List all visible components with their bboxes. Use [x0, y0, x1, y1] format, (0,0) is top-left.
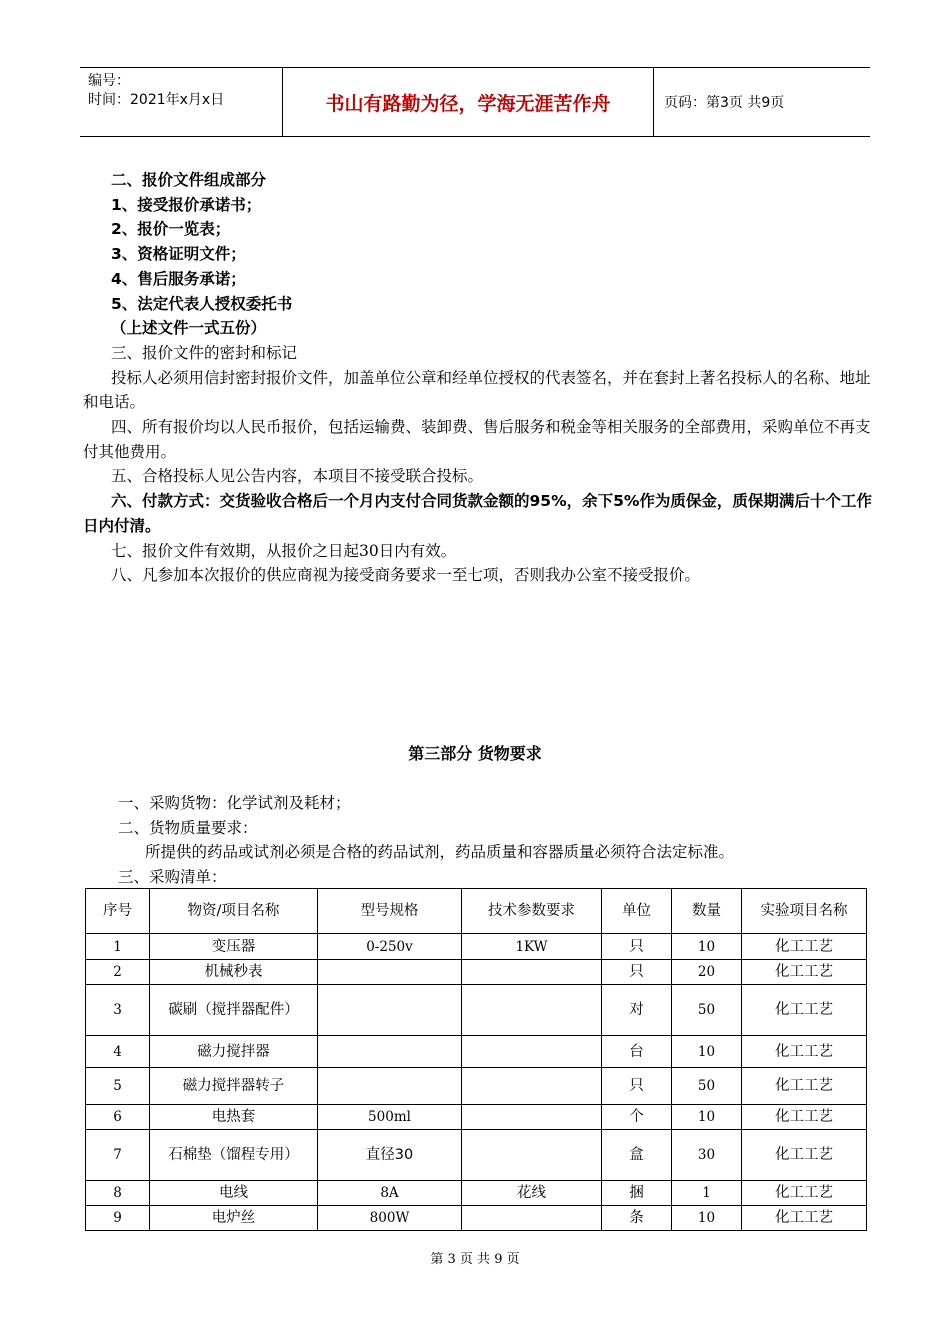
table-cell: 石棉垫（馏程专用）: [150, 1130, 318, 1181]
header-meta: [80, 68, 282, 136]
list-item: 2、报价一览表；: [111, 220, 231, 239]
table-header-row: [86, 889, 867, 934]
table-cell: 电热套: [150, 1105, 318, 1130]
table-cell: [318, 985, 462, 1036]
table-cell: 800W: [318, 1206, 462, 1231]
table-cell: [318, 1068, 462, 1105]
table-cell: 个: [602, 1105, 672, 1130]
table-cell: 条: [602, 1206, 672, 1231]
table-cell: 机械秒表: [150, 960, 318, 985]
table-cell: 只: [602, 960, 672, 985]
table-row: [86, 1206, 867, 1231]
paragraph-heading: 三、报价文件的密封和标记: [111, 343, 298, 362]
table-cell: 0-250v: [318, 934, 462, 960]
table-cell: 50: [672, 1068, 742, 1105]
column-header: 技术参数要求: [462, 889, 602, 934]
quotation-section: [83, 168, 873, 588]
table-cell: 10: [672, 1105, 742, 1130]
table-cell: 3: [86, 985, 150, 1036]
table-cell: 化工工艺: [742, 934, 867, 960]
table-cell: 磁力搅拌器转子: [150, 1068, 318, 1105]
table-cell: 50: [672, 985, 742, 1036]
table-cell: 只: [602, 1068, 672, 1105]
table-cell: 捆: [602, 1181, 672, 1206]
paragraph: 五、合格投标人见公告内容，本项目不接受联合投标。: [111, 467, 484, 486]
table-cell: 10: [672, 1206, 742, 1231]
table-cell: 化工工艺: [742, 1206, 867, 1231]
table-cell: [318, 960, 462, 985]
table-cell: 4: [86, 1036, 150, 1068]
column-header: 实验项目名称: [742, 889, 867, 934]
column-header: 数量: [672, 889, 742, 934]
table-cell: [462, 1130, 602, 1181]
list-item: 4、售后服务承诺；: [111, 269, 246, 288]
table-cell: [462, 1068, 602, 1105]
part-title: 第三部分 货物要求: [408, 744, 542, 763]
table-cell: [462, 1105, 602, 1130]
table-row: [86, 1181, 867, 1206]
list-item: 1、接受报价承诺书；: [111, 195, 262, 214]
table-row: [86, 1105, 867, 1130]
paragraph: 八、凡参加本次报价的供应商视为接受商务要求一至七项，否则我办公室不接受报价。: [111, 566, 701, 585]
page-footer: 第 3 页 共 9 页: [430, 1252, 520, 1267]
table-cell: 8: [86, 1181, 150, 1206]
paragraph: 所提供的药品或试剂必须是合格的药品试剂，药品质量和容器质量必须符合法定标准。: [145, 843, 735, 861]
header-page-number: 页码：第3页 共9页: [664, 95, 785, 111]
table-cell: 1KW: [462, 934, 602, 960]
column-header: 物资/项目名称: [150, 889, 318, 934]
table-cell: 对: [602, 985, 672, 1036]
table-cell: 5: [86, 1068, 150, 1105]
payment-terms-paragraph: 六、付款方式：交货验收合格后一个月内支付合同货款金额的95%，余下5%作为质保金，质保期满后十个工作日内付清。: [83, 492, 872, 535]
table-cell: 化工工艺: [742, 1068, 867, 1105]
table-cell: 20: [672, 960, 742, 985]
table-cell: 台: [602, 1036, 672, 1068]
table-cell: 2: [86, 960, 150, 985]
table-cell: 化工工艺: [742, 1036, 867, 1068]
table-cell: 盒: [602, 1130, 672, 1181]
paragraph: 三、采购清单：: [118, 867, 227, 886]
procurement-table: [85, 888, 867, 1231]
table-cell: 化工工艺: [742, 1130, 867, 1181]
paragraph: 投标人必须用信封密封报价文件，加盖单位公章和经单位授权的代表签名，并在套封上著名投标人的名称、地址和电话。: [83, 368, 871, 412]
column-header: 序号: [86, 889, 150, 934]
table-row: [86, 1036, 867, 1068]
table-cell: 化工工艺: [742, 1181, 867, 1206]
table-row: [86, 1068, 867, 1105]
table-cell: 7: [86, 1130, 150, 1181]
section-heading: 二、报价文件组成部分: [111, 171, 267, 189]
table-cell: [462, 960, 602, 985]
table-cell: 只: [602, 934, 672, 960]
table-cell: [462, 985, 602, 1036]
paragraph: 四、所有报价均以人民币报价，包括运输费、装卸费、售后服务和税金等相关服务的全部费用，采购单位不再支付其他费用。: [83, 418, 871, 461]
table-cell: 化工工艺: [742, 960, 867, 985]
table-cell: 6: [86, 1105, 150, 1130]
paragraph: 七、报价文件有效期，从报价之日起30日内有效。: [111, 541, 457, 560]
table-cell: 变压器: [150, 934, 318, 960]
list-note: （上述文件一式五份）: [111, 319, 267, 338]
document-date-label: 时间：2021年x月x日: [88, 92, 225, 108]
table-cell: 直径30: [318, 1130, 462, 1181]
table-cell: 化工工艺: [742, 985, 867, 1036]
table-cell: 磁力搅拌器: [150, 1036, 318, 1068]
table-cell: 30: [672, 1130, 742, 1181]
table-cell: 1: [672, 1181, 742, 1206]
table-cell: 9: [86, 1206, 150, 1231]
header-motto: 书山有路勤为径，学海无涯苦作舟: [282, 68, 654, 136]
list-item: 3、资格证明文件；: [111, 245, 246, 264]
paragraph: 一、采购货物：化学试剂及耗材；: [118, 794, 351, 812]
column-header: 型号规格: [318, 889, 462, 934]
table-row: [86, 960, 867, 985]
table-cell: 化工工艺: [742, 1105, 867, 1130]
table-cell: 10: [672, 934, 742, 960]
table-row: [86, 934, 867, 960]
list-item: 5、法定代表人授权委托书: [111, 294, 293, 313]
table-cell: [318, 1036, 462, 1068]
table-cell: 电线: [150, 1181, 318, 1206]
table-cell: 500ml: [318, 1105, 462, 1130]
table-row: [86, 1130, 867, 1181]
paragraph: 二、货物质量要求：: [118, 818, 258, 837]
table-cell: 10: [672, 1036, 742, 1068]
page-header: [80, 67, 870, 137]
column-header: 单位: [602, 889, 672, 934]
table-cell: [462, 1206, 602, 1231]
table-cell: 8A: [318, 1181, 462, 1206]
document-number-label: 编号：: [88, 73, 130, 89]
table-cell: 电炉丝: [150, 1206, 318, 1231]
table-cell: 碳刷（搅拌器配件）: [150, 985, 318, 1036]
table-cell: 花线: [462, 1181, 602, 1206]
goods-requirements: [118, 791, 878, 889]
table-row: [86, 985, 867, 1036]
table-cell: 1: [86, 934, 150, 960]
table-cell: [462, 1036, 602, 1068]
